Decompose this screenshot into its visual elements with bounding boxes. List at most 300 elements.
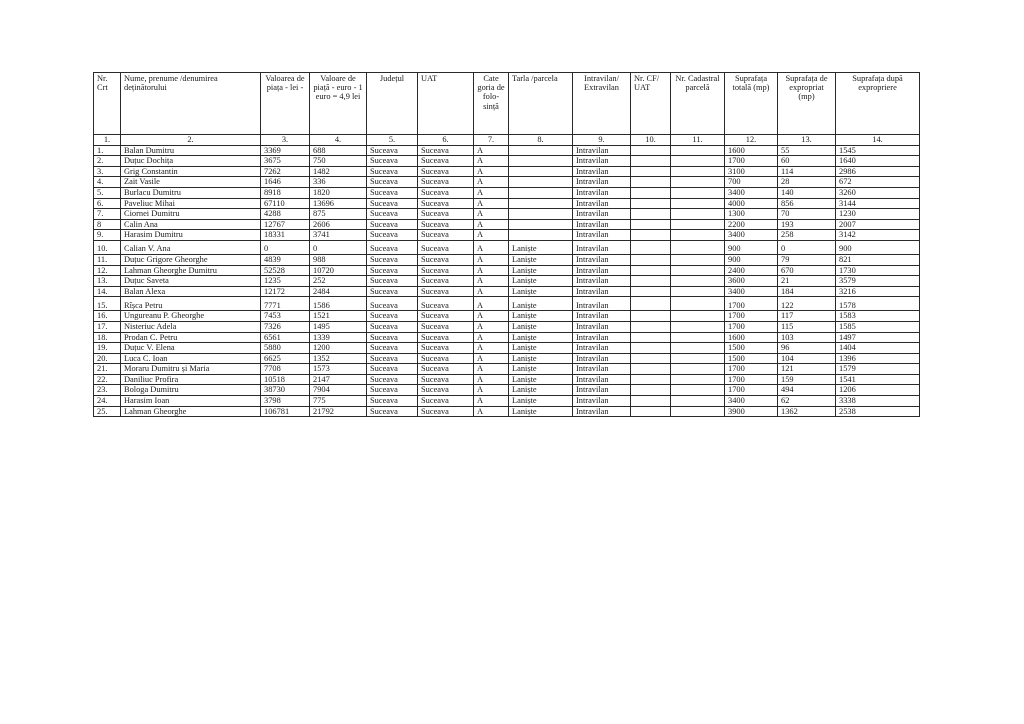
uat-cell: Suceava <box>418 353 474 364</box>
row-number-cell: 20. <box>94 353 121 364</box>
county-cell: Suceava <box>367 240 418 254</box>
value-lei-cell: 106781 <box>261 406 310 417</box>
value-euro-cell: 1482 <box>310 166 367 177</box>
table-row <box>94 219 920 230</box>
intravilan-cell: Intravilan <box>573 321 631 332</box>
intravilan-cell: Intravilan <box>573 240 631 254</box>
tarla-parcel-cell: Laniște <box>509 396 573 407</box>
cf-number-cell <box>631 385 671 396</box>
tarla-parcel-cell: Laniște <box>509 297 573 311</box>
column-number: 9. <box>573 135 631 146</box>
cadastral-number-cell <box>671 254 725 265</box>
value-lei-cell: 1646 <box>261 177 310 188</box>
tarla-parcel-cell: Laniște <box>509 321 573 332</box>
row-number-cell: 19. <box>94 343 121 354</box>
county-cell: Suceava <box>367 219 418 230</box>
value-euro-cell: 1352 <box>310 353 367 364</box>
total-area-cell: 1600 <box>725 145 778 156</box>
holder-name-cell: Lahman Gheorghe <box>121 406 261 417</box>
expropriated-area-cell: 70 <box>778 209 836 220</box>
remaining-area-cell: 3260 <box>836 187 920 198</box>
remaining-area-cell: 1578 <box>836 297 920 311</box>
value-lei-cell: 67110 <box>261 198 310 209</box>
row-number-cell: 16. <box>94 311 121 322</box>
category-cell: A <box>474 297 509 311</box>
county-cell: Suceava <box>367 332 418 343</box>
cf-number-cell <box>631 353 671 364</box>
column-number: 11. <box>671 135 725 146</box>
county-cell: Suceava <box>367 145 418 156</box>
table-row <box>94 230 920 241</box>
expropriated-area-cell: 1362 <box>778 406 836 417</box>
remaining-area-cell: 1545 <box>836 145 920 156</box>
holder-name-cell: Rîșca Petru <box>121 297 261 311</box>
value-euro-cell: 10720 <box>310 265 367 276</box>
expropriated-area-cell: 140 <box>778 187 836 198</box>
total-area-cell: 3600 <box>725 276 778 287</box>
column-number: 3. <box>261 135 310 146</box>
cadastral-number-cell <box>671 332 725 343</box>
table-row <box>94 364 920 375</box>
table-row <box>94 396 920 407</box>
remaining-area-cell: 1583 <box>836 311 920 322</box>
total-area-cell: 900 <box>725 240 778 254</box>
intravilan-cell: Intravilan <box>573 230 631 241</box>
expropriated-area-cell: 117 <box>778 311 836 322</box>
total-area-cell: 1700 <box>725 156 778 167</box>
holder-name-cell: Duțuc Saveta <box>121 276 261 287</box>
table-row <box>94 265 920 276</box>
intravilan-cell: Intravilan <box>573 209 631 220</box>
expropriated-area-cell: 0 <box>778 240 836 254</box>
intravilan-cell: Intravilan <box>573 286 631 297</box>
uat-cell: Suceava <box>418 321 474 332</box>
row-number-cell: 11. <box>94 254 121 265</box>
cf-number-cell <box>631 286 671 297</box>
uat-cell: Suceava <box>418 286 474 297</box>
uat-cell: Suceava <box>418 265 474 276</box>
cf-number-cell <box>631 321 671 332</box>
column-number: 5. <box>367 135 418 146</box>
expropriation-table <box>93 72 920 417</box>
county-cell: Suceava <box>367 177 418 188</box>
uat-cell: Suceava <box>418 187 474 198</box>
intravilan-cell: Intravilan <box>573 254 631 265</box>
cadastral-number-cell <box>671 385 725 396</box>
intravilan-cell: Intravilan <box>573 145 631 156</box>
total-area-cell: 900 <box>725 254 778 265</box>
value-euro-cell: 775 <box>310 396 367 407</box>
table-row <box>94 254 920 265</box>
intravilan-cell: Intravilan <box>573 156 631 167</box>
row-number-cell: 5. <box>94 187 121 198</box>
intravilan-cell: Intravilan <box>573 385 631 396</box>
value-lei-cell: 6625 <box>261 353 310 364</box>
cf-number-cell <box>631 406 671 417</box>
expropriated-area-cell: 103 <box>778 332 836 343</box>
total-area-cell: 3400 <box>725 286 778 297</box>
remaining-area-cell: 1230 <box>836 209 920 220</box>
value-euro-cell: 1586 <box>310 297 367 311</box>
table-row <box>94 198 920 209</box>
header-cell: Cate goria de folo- sință <box>474 73 509 135</box>
value-euro-cell: 1573 <box>310 364 367 375</box>
uat-cell: Suceava <box>418 209 474 220</box>
intravilan-cell: Intravilan <box>573 353 631 364</box>
column-number: 6. <box>418 135 474 146</box>
value-lei-cell: 7453 <box>261 311 310 322</box>
tarla-parcel-cell <box>509 219 573 230</box>
header-row <box>94 73 920 135</box>
category-cell: A <box>474 353 509 364</box>
intravilan-cell: Intravilan <box>573 219 631 230</box>
cf-number-cell <box>631 297 671 311</box>
remaining-area-cell: 672 <box>836 177 920 188</box>
expropriated-area-cell: 62 <box>778 396 836 407</box>
expropriated-area-cell: 122 <box>778 297 836 311</box>
category-cell: A <box>474 209 509 220</box>
expropriated-area-cell: 856 <box>778 198 836 209</box>
row-number-cell: 6. <box>94 198 121 209</box>
value-euro-cell: 2606 <box>310 219 367 230</box>
value-euro-cell: 2147 <box>310 374 367 385</box>
intravilan-cell: Intravilan <box>573 276 631 287</box>
county-cell: Suceava <box>367 166 418 177</box>
total-area-cell: 4000 <box>725 198 778 209</box>
cf-number-cell <box>631 198 671 209</box>
holder-name-cell: Calin Ana <box>121 219 261 230</box>
value-euro-cell: 2484 <box>310 286 367 297</box>
tarla-parcel-cell <box>509 198 573 209</box>
value-lei-cell: 12172 <box>261 286 310 297</box>
cf-number-cell <box>631 332 671 343</box>
category-cell: A <box>474 240 509 254</box>
cadastral-number-cell <box>671 276 725 287</box>
intravilan-cell: Intravilan <box>573 396 631 407</box>
row-number-cell: 18. <box>94 332 121 343</box>
county-cell: Suceava <box>367 353 418 364</box>
expropriated-area-cell: 21 <box>778 276 836 287</box>
tarla-parcel-cell: Laniște <box>509 240 573 254</box>
remaining-area-cell: 2986 <box>836 166 920 177</box>
value-lei-cell: 6561 <box>261 332 310 343</box>
county-cell: Suceava <box>367 297 418 311</box>
cf-number-cell <box>631 240 671 254</box>
county-cell: Suceava <box>367 230 418 241</box>
row-number-cell: 2. <box>94 156 121 167</box>
uat-cell: Suceava <box>418 230 474 241</box>
cadastral-number-cell <box>671 198 725 209</box>
value-lei-cell: 7326 <box>261 321 310 332</box>
county-cell: Suceava <box>367 198 418 209</box>
tarla-parcel-cell: Laniște <box>509 385 573 396</box>
remaining-area-cell: 1396 <box>836 353 920 364</box>
cadastral-number-cell <box>671 209 725 220</box>
category-cell: A <box>474 187 509 198</box>
value-euro-cell: 252 <box>310 276 367 287</box>
expropriated-area-cell: 494 <box>778 385 836 396</box>
cadastral-number-cell <box>671 187 725 198</box>
uat-cell: Suceava <box>418 219 474 230</box>
cf-number-cell <box>631 311 671 322</box>
county-cell: Suceava <box>367 343 418 354</box>
holder-name-cell: Grig Constantin <box>121 166 261 177</box>
expropriated-area-cell: 60 <box>778 156 836 167</box>
remaining-area-cell: 1730 <box>836 265 920 276</box>
cadastral-number-cell <box>671 219 725 230</box>
row-number-cell: 15. <box>94 297 121 311</box>
value-euro-cell: 1339 <box>310 332 367 343</box>
value-lei-cell: 52528 <box>261 265 310 276</box>
uat-cell: Suceava <box>418 145 474 156</box>
cf-number-cell <box>631 276 671 287</box>
holder-name-cell: Nisteriuc Adela <box>121 321 261 332</box>
uat-cell: Suceava <box>418 276 474 287</box>
category-cell: A <box>474 177 509 188</box>
value-lei-cell: 10518 <box>261 374 310 385</box>
cf-number-cell <box>631 156 671 167</box>
tarla-parcel-cell: Laniște <box>509 374 573 385</box>
uat-cell: Suceava <box>418 311 474 322</box>
value-euro-cell: 3741 <box>310 230 367 241</box>
row-number-cell: 1. <box>94 145 121 156</box>
remaining-area-cell: 1206 <box>836 385 920 396</box>
county-cell: Suceava <box>367 156 418 167</box>
tarla-parcel-cell: Laniște <box>509 276 573 287</box>
tarla-parcel-cell: Laniște <box>509 343 573 354</box>
value-lei-cell: 7771 <box>261 297 310 311</box>
total-area-cell: 1700 <box>725 385 778 396</box>
expropriated-area-cell: 670 <box>778 265 836 276</box>
header-cell: Suprafața de expropriat (mp) <box>778 73 836 135</box>
header-cell: Nr. Cadastral parcelă <box>671 73 725 135</box>
column-number: 1. <box>94 135 121 146</box>
total-area-cell: 3400 <box>725 187 778 198</box>
category-cell: A <box>474 265 509 276</box>
row-number-cell: 8 <box>94 219 121 230</box>
uat-cell: Suceava <box>418 364 474 375</box>
county-cell: Suceava <box>367 321 418 332</box>
intravilan-cell: Intravilan <box>573 265 631 276</box>
column-number: 4. <box>310 135 367 146</box>
uat-cell: Suceava <box>418 166 474 177</box>
holder-name-cell: Balan Alexa <box>121 286 261 297</box>
remaining-area-cell: 3579 <box>836 276 920 287</box>
uat-cell: Suceava <box>418 396 474 407</box>
table-row <box>94 156 920 167</box>
table-row <box>94 187 920 198</box>
intravilan-cell: Intravilan <box>573 166 631 177</box>
holder-name-cell: Daniliuc Profira <box>121 374 261 385</box>
column-number: 14. <box>836 135 920 146</box>
column-number: 10. <box>631 135 671 146</box>
holder-name-cell: Moraru Dumitru și Maria <box>121 364 261 375</box>
row-number-cell: 25. <box>94 406 121 417</box>
total-area-cell: 1300 <box>725 209 778 220</box>
holder-name-cell: Zait Vasile <box>121 177 261 188</box>
total-area-cell: 3900 <box>725 406 778 417</box>
value-euro-cell: 7904 <box>310 385 367 396</box>
cadastral-number-cell <box>671 297 725 311</box>
expropriated-area-cell: 115 <box>778 321 836 332</box>
value-lei-cell: 8918 <box>261 187 310 198</box>
cadastral-number-cell <box>671 286 725 297</box>
value-lei-cell: 4839 <box>261 254 310 265</box>
value-euro-cell: 875 <box>310 209 367 220</box>
cf-number-cell <box>631 187 671 198</box>
cadastral-number-cell <box>671 145 725 156</box>
expropriated-area-cell: 121 <box>778 364 836 375</box>
category-cell: A <box>474 364 509 375</box>
column-number: 8. <box>509 135 573 146</box>
uat-cell: Suceava <box>418 297 474 311</box>
value-euro-cell: 21792 <box>310 406 367 417</box>
cf-number-cell <box>631 265 671 276</box>
header-cell: Nr. CF/ UAT <box>631 73 671 135</box>
tarla-parcel-cell <box>509 145 573 156</box>
value-euro-cell: 1521 <box>310 311 367 322</box>
uat-cell: Suceava <box>418 406 474 417</box>
value-euro-cell: 1820 <box>310 187 367 198</box>
cadastral-number-cell <box>671 353 725 364</box>
header-cell: Suprafața totală (mp) <box>725 73 778 135</box>
uat-cell: Suceava <box>418 177 474 188</box>
total-area-cell: 3400 <box>725 396 778 407</box>
cf-number-cell <box>631 166 671 177</box>
column-number: 12. <box>725 135 778 146</box>
remaining-area-cell: 1579 <box>836 364 920 375</box>
remaining-area-cell: 3338 <box>836 396 920 407</box>
tarla-parcel-cell <box>509 156 573 167</box>
remaining-area-cell: 3144 <box>836 198 920 209</box>
value-euro-cell: 1495 <box>310 321 367 332</box>
intravilan-cell: Intravilan <box>573 364 631 375</box>
cadastral-number-cell <box>671 156 725 167</box>
uat-cell: Suceava <box>418 156 474 167</box>
category-cell: A <box>474 276 509 287</box>
holder-name-cell: Paveliuc Mihai <box>121 198 261 209</box>
remaining-area-cell: 1497 <box>836 332 920 343</box>
uat-cell: Suceava <box>418 240 474 254</box>
row-number-cell: 17. <box>94 321 121 332</box>
cadastral-number-cell <box>671 396 725 407</box>
intravilan-cell: Intravilan <box>573 187 631 198</box>
total-area-cell: 1500 <box>725 343 778 354</box>
value-lei-cell: 3798 <box>261 396 310 407</box>
category-cell: A <box>474 254 509 265</box>
county-cell: Suceava <box>367 385 418 396</box>
tarla-parcel-cell: Laniște <box>509 311 573 322</box>
remaining-area-cell: 1541 <box>836 374 920 385</box>
total-area-cell: 3400 <box>725 230 778 241</box>
total-area-cell: 1600 <box>725 332 778 343</box>
remaining-area-cell: 2007 <box>836 219 920 230</box>
row-number-cell: 3. <box>94 166 121 177</box>
table-row <box>94 240 920 254</box>
table-body <box>94 145 920 417</box>
header-cell: Suprafața după expropriere <box>836 73 920 135</box>
header-cell: Valoare de piață - euro - 1 euro = 4,9 lei <box>310 73 367 135</box>
expropriated-area-cell: 114 <box>778 166 836 177</box>
uat-cell: Suceava <box>418 332 474 343</box>
cf-number-cell <box>631 219 671 230</box>
county-cell: Suceava <box>367 276 418 287</box>
total-area-cell: 1500 <box>725 353 778 364</box>
intravilan-cell: Intravilan <box>573 177 631 188</box>
intravilan-cell: Intravilan <box>573 297 631 311</box>
value-euro-cell: 988 <box>310 254 367 265</box>
category-cell: A <box>474 385 509 396</box>
category-cell: A <box>474 219 509 230</box>
total-area-cell: 2200 <box>725 219 778 230</box>
table-row <box>94 276 920 287</box>
expropriated-area-cell: 104 <box>778 353 836 364</box>
intravilan-cell: Intravilan <box>573 406 631 417</box>
remaining-area-cell: 3142 <box>836 230 920 241</box>
row-number-cell: 4. <box>94 177 121 188</box>
holder-name-cell: Calian V. Ana <box>121 240 261 254</box>
value-lei-cell: 12767 <box>261 219 310 230</box>
header-cell: Tarla /parcela <box>509 73 573 135</box>
header-cell: UAT <box>418 73 474 135</box>
expropriated-area-cell: 96 <box>778 343 836 354</box>
holder-name-cell: Balan Dumitru <box>121 145 261 156</box>
county-cell: Suceava <box>367 265 418 276</box>
cadastral-number-cell <box>671 166 725 177</box>
value-euro-cell: 0 <box>310 240 367 254</box>
category-cell: A <box>474 343 509 354</box>
table-row <box>94 145 920 156</box>
remaining-area-cell: 2538 <box>836 406 920 417</box>
table-row <box>94 286 920 297</box>
county-cell: Suceava <box>367 374 418 385</box>
category-cell: A <box>474 230 509 241</box>
tarla-parcel-cell: Laniște <box>509 364 573 375</box>
row-number-cell: 22. <box>94 374 121 385</box>
cadastral-number-cell <box>671 177 725 188</box>
category-cell: A <box>474 311 509 322</box>
cf-number-cell <box>631 343 671 354</box>
county-cell: Suceava <box>367 187 418 198</box>
table-row <box>94 343 920 354</box>
value-euro-cell: 1200 <box>310 343 367 354</box>
intravilan-cell: Intravilan <box>573 343 631 354</box>
holder-name-cell: Ungureanu P. Gheorghe <box>121 311 261 322</box>
header-cell: Nume, prenume /denumirea deținătorului <box>121 73 261 135</box>
category-cell: A <box>474 321 509 332</box>
cf-number-cell <box>631 209 671 220</box>
row-number-cell: 23. <box>94 385 121 396</box>
cf-number-cell <box>631 177 671 188</box>
category-cell: A <box>474 332 509 343</box>
tarla-parcel-cell: Laniște <box>509 265 573 276</box>
value-lei-cell: 4288 <box>261 209 310 220</box>
cf-number-cell <box>631 145 671 156</box>
holder-name-cell: Lahman Gheorghe Dumitru <box>121 265 261 276</box>
county-cell: Suceava <box>367 286 418 297</box>
holder-name-cell: Ciornei Dumitru <box>121 209 261 220</box>
total-area-cell: 2400 <box>725 265 778 276</box>
intravilan-cell: Intravilan <box>573 311 631 322</box>
expropriated-area-cell: 159 <box>778 374 836 385</box>
tarla-parcel-cell <box>509 209 573 220</box>
expropriated-area-cell: 55 <box>778 145 836 156</box>
expropriated-area-cell: 28 <box>778 177 836 188</box>
row-number-cell: 7. <box>94 209 121 220</box>
uat-cell: Suceava <box>418 374 474 385</box>
cadastral-number-cell <box>671 364 725 375</box>
cf-number-cell <box>631 374 671 385</box>
